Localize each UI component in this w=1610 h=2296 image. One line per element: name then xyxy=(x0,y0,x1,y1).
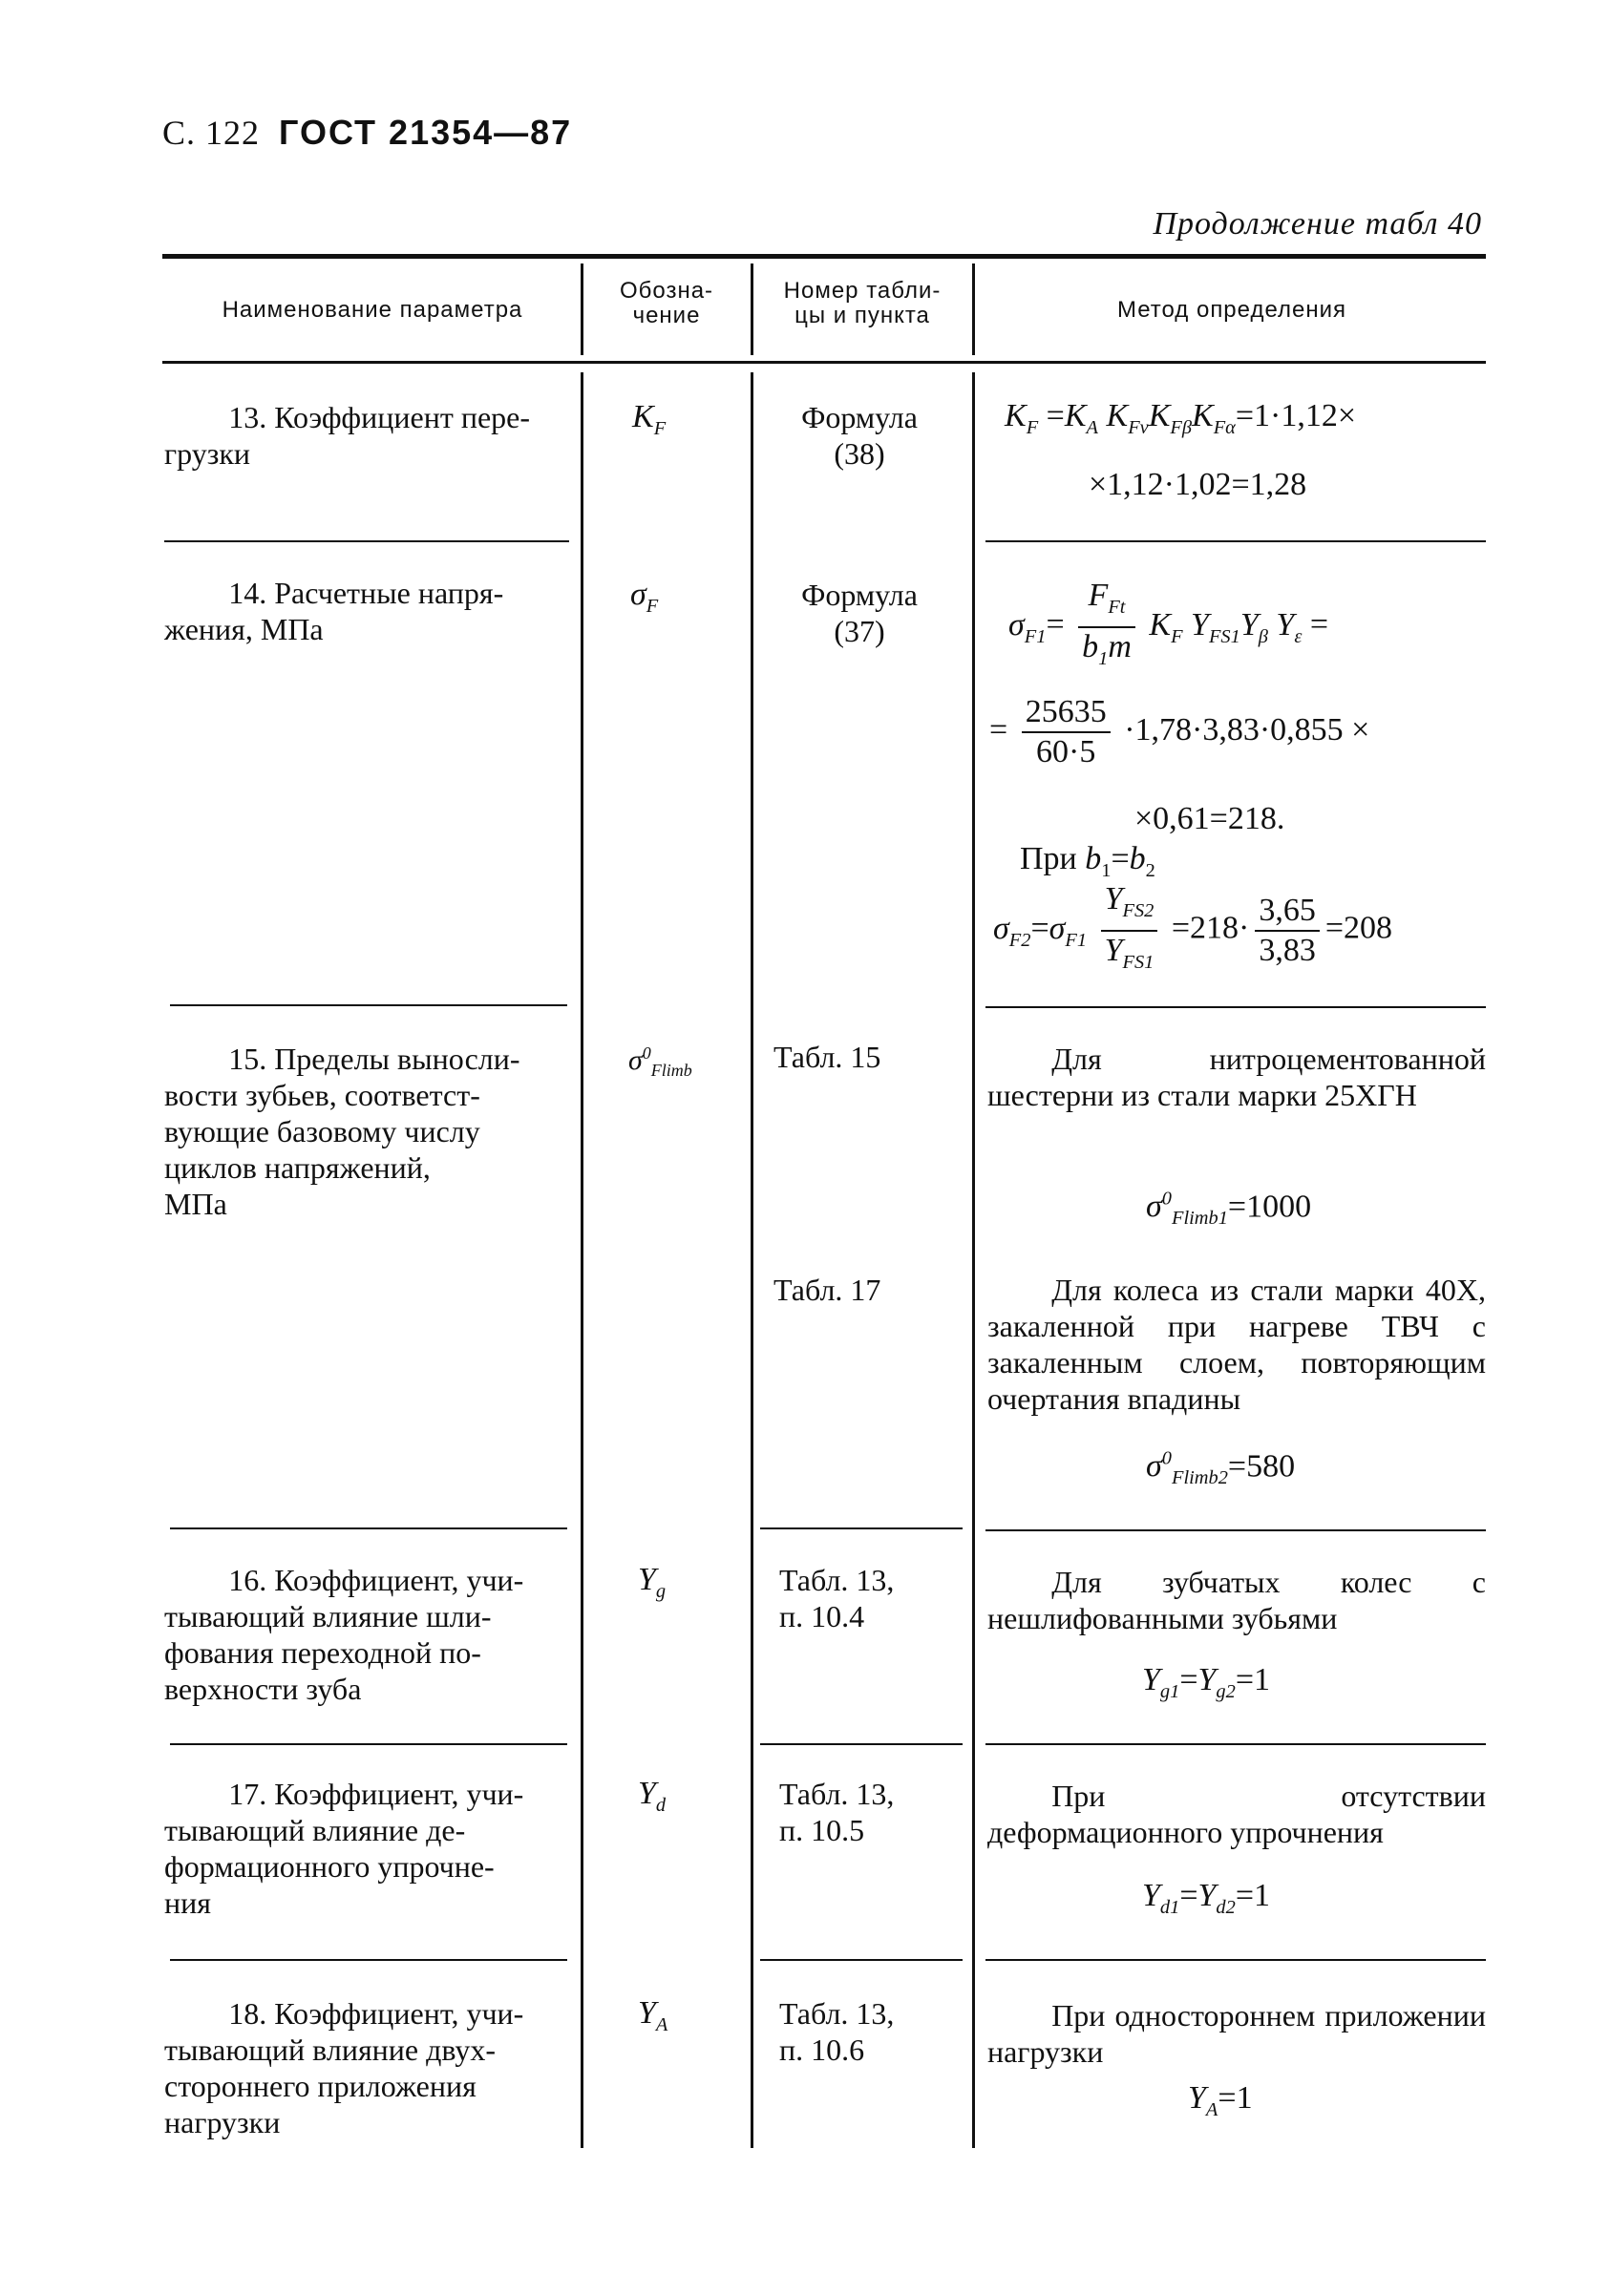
row-15-method-text-2: Для колеса из стали марки 40Х, закаленной при нагреве ТВЧ с закаленным слоем, повторяющим очертания впадины xyxy=(987,1273,1486,1416)
row-14-formula-line1: $\sigma_{F1}=$ $\frac{F_{Ft}}{b_1m}$ $K_F$ $Y_{FS1}Y_\beta$ $Y_\varepsilon$ = xyxy=(1008,577,1328,678)
row-separator xyxy=(985,1006,1486,1008)
row-separator xyxy=(760,1959,963,1961)
row-18-name: 18. Коэффициент, учи- тывающий влияние двух- стороннего приложения нагрузки xyxy=(164,1996,524,2139)
row-13-name: 13. Коэффициент пере- грузки xyxy=(164,400,531,471)
row-13-ref: Формула (38) xyxy=(801,400,918,471)
row-14-formula-line2: = $\frac{25635}{60\cdot 5}$ ·1,78·3,83·0,855 × xyxy=(989,694,1370,769)
row-15-formula-1: $\sigma^0_{Flimb1}=1000$ xyxy=(1146,1189,1312,1230)
row-separator xyxy=(760,1527,963,1529)
column-header-method: Метод определения xyxy=(1116,297,1347,323)
row-15-name: 15. Пределы выносли- вости зубьев, соответст- вующие базовому числу циклов напряжений, МПа xyxy=(164,1042,520,1221)
row-14-formula-line5: $\sigma_{F2}=\sigma_{F1}$ $\frac{Y_{FS2}}{Y_{FS1}}$ =218· $\frac{3,65}{3,83}$ =208 xyxy=(993,880,1392,981)
row-separator xyxy=(985,540,1486,542)
column-divider-3 xyxy=(972,263,975,355)
row-15-ref-2: Табл. 17 xyxy=(773,1273,881,1307)
page-number: С. 122 xyxy=(162,114,261,152)
row-18-method-text: При одностороннем приложении нагрузки xyxy=(987,1998,1486,2069)
row-separator xyxy=(985,1959,1486,1961)
row-separator xyxy=(985,1529,1486,1531)
row-17-method-text: При отсутствии деформационного упрочнения xyxy=(987,1779,1486,1849)
row-15-method-text-1: Для нитроцементованной шестерни из стали марки 25ХГН xyxy=(987,1042,1486,1112)
row-17-formula: $Y_{d1}=Y_{d2}=1$ xyxy=(1142,1878,1270,1918)
table-continuation-label: Продолжение табл 40 xyxy=(1153,206,1482,242)
row-16-method-text: Для зубчатых колес с нешлифованными зубьями xyxy=(987,1565,1486,1635)
row-16-name: 16. Коэффициент, учи- тывающий влияние шли- фования переходной по- верхности зуба xyxy=(164,1563,524,1706)
row-16-symbol: $Y_g$ xyxy=(638,1562,667,1602)
table-head-rule xyxy=(162,361,1486,364)
row-18-ref: Табл. 13, п. 10.6 xyxy=(779,1996,895,2067)
column-header-name: Наименование параметра xyxy=(222,297,523,323)
row-separator xyxy=(170,1959,567,1961)
fraction: $\frac{25635}{60\cdot 5}$ xyxy=(1022,693,1111,771)
row-17-ref: Табл. 13, п. 10.5 xyxy=(779,1777,895,1847)
column-divider-2-body xyxy=(751,372,753,2148)
row-15-symbol: $\sigma^0_{Flimb}$ xyxy=(628,1043,692,1080)
row-14-formula-line3: ×0,61=218. xyxy=(1134,801,1285,836)
column-divider-3-body xyxy=(972,372,975,2148)
column-divider-1-body xyxy=(581,372,583,2148)
row-separator xyxy=(985,1743,1486,1745)
row-13-symbol: $K_F$ xyxy=(632,399,667,439)
row-15-formula-2: $\sigma^0_{Flimb2}=580$ xyxy=(1146,1448,1296,1489)
column-divider-2 xyxy=(751,263,753,355)
row-separator xyxy=(170,1527,567,1529)
row-18-symbol: $Y_A$ xyxy=(638,1995,668,2035)
column-header-ref: Номер табли- цы и пункта xyxy=(783,278,942,328)
row-separator xyxy=(164,540,569,542)
fraction: $\frac{Y_{FS2}}{Y_{FS1}}$ xyxy=(1101,880,1158,981)
row-16-ref: Табл. 13, п. 10.4 xyxy=(779,1563,895,1633)
row-17-symbol: $Y_d$ xyxy=(638,1776,667,1816)
row-13-formula-line2: ×1,12·1,02=1,28 xyxy=(1089,467,1307,502)
row-separator xyxy=(170,1743,567,1745)
row-14-ref: Формула (37) xyxy=(801,578,918,648)
column-divider-1 xyxy=(581,263,583,355)
row-separator xyxy=(170,1004,567,1006)
row-18-formula: $Y_A=1$ xyxy=(1188,2080,1253,2120)
row-16-formula: $Y_{g1}=Y_{g2}=1$ xyxy=(1142,1662,1270,1702)
page-header xyxy=(162,113,572,153)
row-14-symbol: $\sigma_F$ xyxy=(630,577,659,617)
row-17-name: 17. Коэффициент, учи- тывающий влияние де- формационного упрочне- ния xyxy=(164,1777,524,1920)
table-top-rule xyxy=(162,254,1486,259)
row-14-formula-line4: При $b_1=b_2$ xyxy=(1020,841,1155,881)
row-separator xyxy=(760,1743,963,1745)
fraction: $\frac{3,65}{3,83}$ xyxy=(1255,892,1320,970)
row-14-name: 14. Расчетные напря- жения, МПа xyxy=(164,576,504,646)
row-15-ref-1: Табл. 15 xyxy=(773,1040,881,1074)
row-13-formula-line1: $K_F =K_A$ $K_{Fv}K_{F\beta}K_{F\alpha}=1\cdot 1,12\times$ xyxy=(1005,398,1357,438)
column-header-symbol: Обозна- чение xyxy=(619,278,714,328)
standard-code: ГОСТ 21354—87 xyxy=(279,113,573,152)
fraction: $\frac{F_{Ft}}{b_1m}$ xyxy=(1078,577,1135,678)
